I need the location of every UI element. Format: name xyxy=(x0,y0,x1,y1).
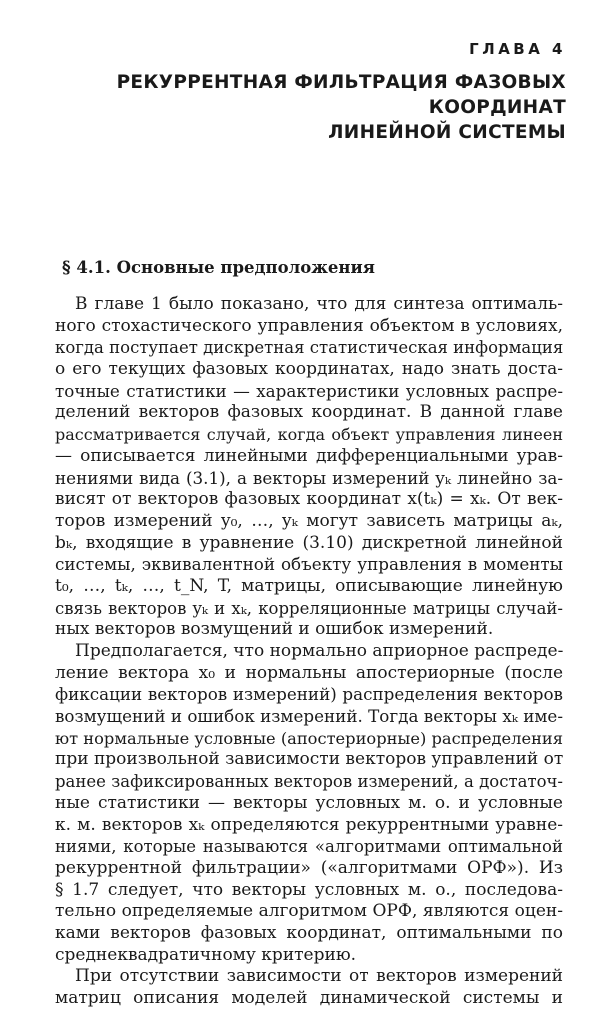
text-line: bₖ, входящие в уравнение (3.10) дискретной линейной xyxy=(55,532,563,553)
text-line: висят от векторов фазовых координат x(tₖ) = xₖ. От век- xyxy=(55,489,563,510)
chapter-title-line: ЛИНЕЙНОЙ СИСТЕМЫ xyxy=(328,122,566,143)
text-line: при произвольной зависимости векторов управлений от xyxy=(55,749,564,770)
text-line: ют нормальные условные (апостериорные) распределения xyxy=(55,728,563,748)
body-text xyxy=(55,294,563,1010)
text-line: ками векторов фазовых координат, оптимальными по xyxy=(55,922,563,943)
text-line: ниями, которые называются «алгоритмами оптимальной xyxy=(55,837,563,857)
paragraph xyxy=(55,966,563,1009)
text-line: ранее зафиксированных векторов измерений, а достаточ- xyxy=(55,772,563,792)
text-line: к. м. векторов xₖ определяются рекуррентными уравне- xyxy=(55,814,563,835)
text-line: возмущений и ошибок измерений. Тогда векторы xₖ име- xyxy=(55,706,563,727)
text-line: § 1.7 следует, что векторы условных м. о., последова- xyxy=(55,879,563,900)
text-line: рассматривается случай, когда объект управления линеен xyxy=(55,425,563,445)
text-line: торов измерений y₀, …, yₖ могут зависеть матрицы aₖ, xyxy=(55,510,563,531)
text-line: тельно определяемые алгоритмом ОРФ, являются оцен- xyxy=(55,901,563,922)
text-line: о его текущих фазовых координатах, надо знать доста- xyxy=(55,359,563,380)
text-line: При отсутствии зависимости от векторов измерений xyxy=(75,966,563,987)
text-line: среднеквадратичному критерию. xyxy=(55,944,357,965)
text-line: ные статистики — векторы условных м. о. и условные xyxy=(55,792,563,813)
chapter-label: ГЛАВА 4 xyxy=(469,40,566,58)
text-line: ных векторов возмущений и ошибок измерений. xyxy=(55,619,494,640)
text-line: ление вектора x₀ и нормальны апостериорные (после xyxy=(55,662,563,683)
chapter-title-line: РЕКУРРЕНТНАЯ ФИЛЬТРАЦИЯ ФАЗОВЫХ КООРДИНАТ xyxy=(116,72,566,118)
paragraph xyxy=(55,294,563,641)
text-line: точные статистики — характеристики условных распре- xyxy=(55,380,563,401)
text-line: нениями вида (3.1), а векторы измерений yₖ линейно за- xyxy=(55,467,563,488)
paragraph xyxy=(55,641,563,966)
text-line: t₀, …, tₖ, …, t_N, T, матрицы, описывающие линейную xyxy=(55,575,563,596)
text-line: Предполагается, что нормально априорное распреде- xyxy=(75,641,564,661)
text-line: когда поступает дискретная статистическая информация xyxy=(55,338,564,358)
text-line: делений векторов фазовых координат. В данной главе xyxy=(55,402,563,423)
text-line: — описывается линейными дифференциальными урав- xyxy=(55,445,563,466)
text-line: фиксации векторов измерений) распределения векторов xyxy=(55,684,563,705)
text-line: матриц описания моделей динамической системы и xyxy=(55,988,563,1008)
section-heading: § 4.1. Основные предположения xyxy=(62,258,375,277)
text-line: системы, эквивалентной объекту управления в моменты xyxy=(55,554,563,575)
text-line: связь векторов yₖ и xₖ, корреляционные матрицы случай- xyxy=(55,598,563,618)
text-line: рекуррентной фильтрации» («алгоритмами ОРФ»). Из xyxy=(55,857,563,878)
text-line: ного стохастического управления объектом в условиях, xyxy=(55,315,563,336)
text-line: В главе 1 было показано, что для синтеза оптималь- xyxy=(75,294,563,314)
chapter-title xyxy=(26,70,566,145)
